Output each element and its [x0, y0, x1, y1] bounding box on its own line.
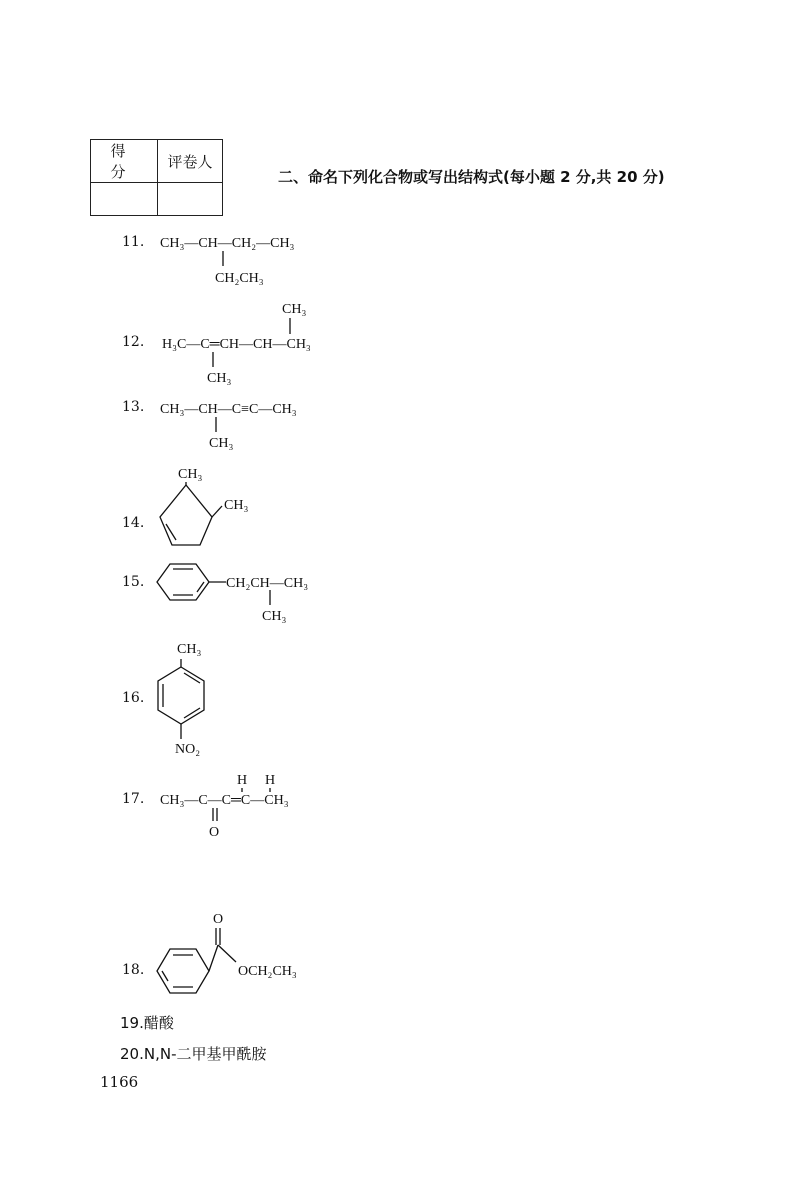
structure-12-main-chain: H₃C—C═CH—CH—CH₃	[162, 337, 311, 352]
structure-18-carbonyl-oxygen: O	[213, 912, 224, 927]
structure-18-ester-group: OCH₂CH₃	[238, 964, 297, 979]
page-number: 1166	[100, 1073, 139, 1091]
structure-17	[160, 773, 289, 840]
structure-14-methyl-1: CH₃	[178, 467, 203, 482]
double-bond-line	[166, 524, 176, 540]
question-number-13: 13.	[122, 399, 145, 415]
structure-13	[160, 402, 297, 451]
structure-12-top-methyl: CH₃	[282, 302, 307, 317]
structure-18	[157, 912, 297, 993]
structure-14	[160, 467, 248, 545]
structure-16-nitro: NO₂	[175, 742, 201, 757]
structure-15-side-chain: CH₂CH—CH₃	[226, 576, 309, 591]
question-number-17: 17.	[122, 791, 145, 807]
structure-17-hydrogen-2: H	[265, 773, 276, 788]
structure-17-hydrogen-1: H	[237, 773, 248, 788]
question-number-12: 12.	[122, 334, 145, 350]
bond-line	[218, 945, 236, 962]
structure-17-oxygen: O	[209, 825, 220, 840]
question-number-11: 11.	[122, 234, 145, 250]
double-bond-line	[184, 708, 200, 718]
structure-12	[162, 302, 311, 386]
structure-17-main-chain: CH₃—C—C═C—CH₃	[160, 793, 289, 808]
structure-13-main-chain: CH₃—CH—C≡C—CH₃	[160, 402, 297, 417]
question-number-18: 18.	[122, 962, 145, 978]
question-number-15: 15.	[122, 574, 145, 590]
score-header: 得 分	[91, 140, 158, 183]
cyclopentene-ring	[160, 485, 212, 545]
grader-header: 评卷人	[158, 140, 223, 183]
question-number-19: 19.	[120, 1014, 144, 1032]
question-number-20: 20.	[120, 1045, 144, 1063]
bond-line	[212, 506, 222, 517]
question-number-14: 14.	[122, 515, 145, 531]
double-bond-line	[162, 971, 168, 981]
bond-line	[209, 945, 218, 971]
structure-11-main-chain: CH₃—CH—CH₂—CH₃	[160, 236, 295, 251]
structure-16-methyl: CH₃	[177, 642, 202, 657]
structure-13-methyl: CH₃	[209, 436, 234, 451]
benzene-ring	[158, 667, 204, 724]
structure-14-methyl-2: CH₃	[224, 498, 249, 513]
double-bond-line	[184, 673, 200, 683]
structure-15	[157, 564, 308, 624]
question-number-16: 16.	[122, 690, 145, 706]
structure-11	[160, 236, 295, 286]
structure-16	[158, 642, 204, 757]
question-19-text: 醋酸	[143, 1014, 174, 1032]
structure-11-branch: CH₂CH₃	[215, 271, 264, 286]
structure-15-methyl: CH₃	[262, 609, 287, 624]
section-title: 二、命名下列化合物或写出结构式(每小题 2 分,共 20 分)	[278, 168, 665, 186]
question-20-text: N,N-二甲基甲酰胺	[143, 1045, 267, 1063]
structure-12-bottom-methyl: CH₃	[207, 371, 232, 386]
